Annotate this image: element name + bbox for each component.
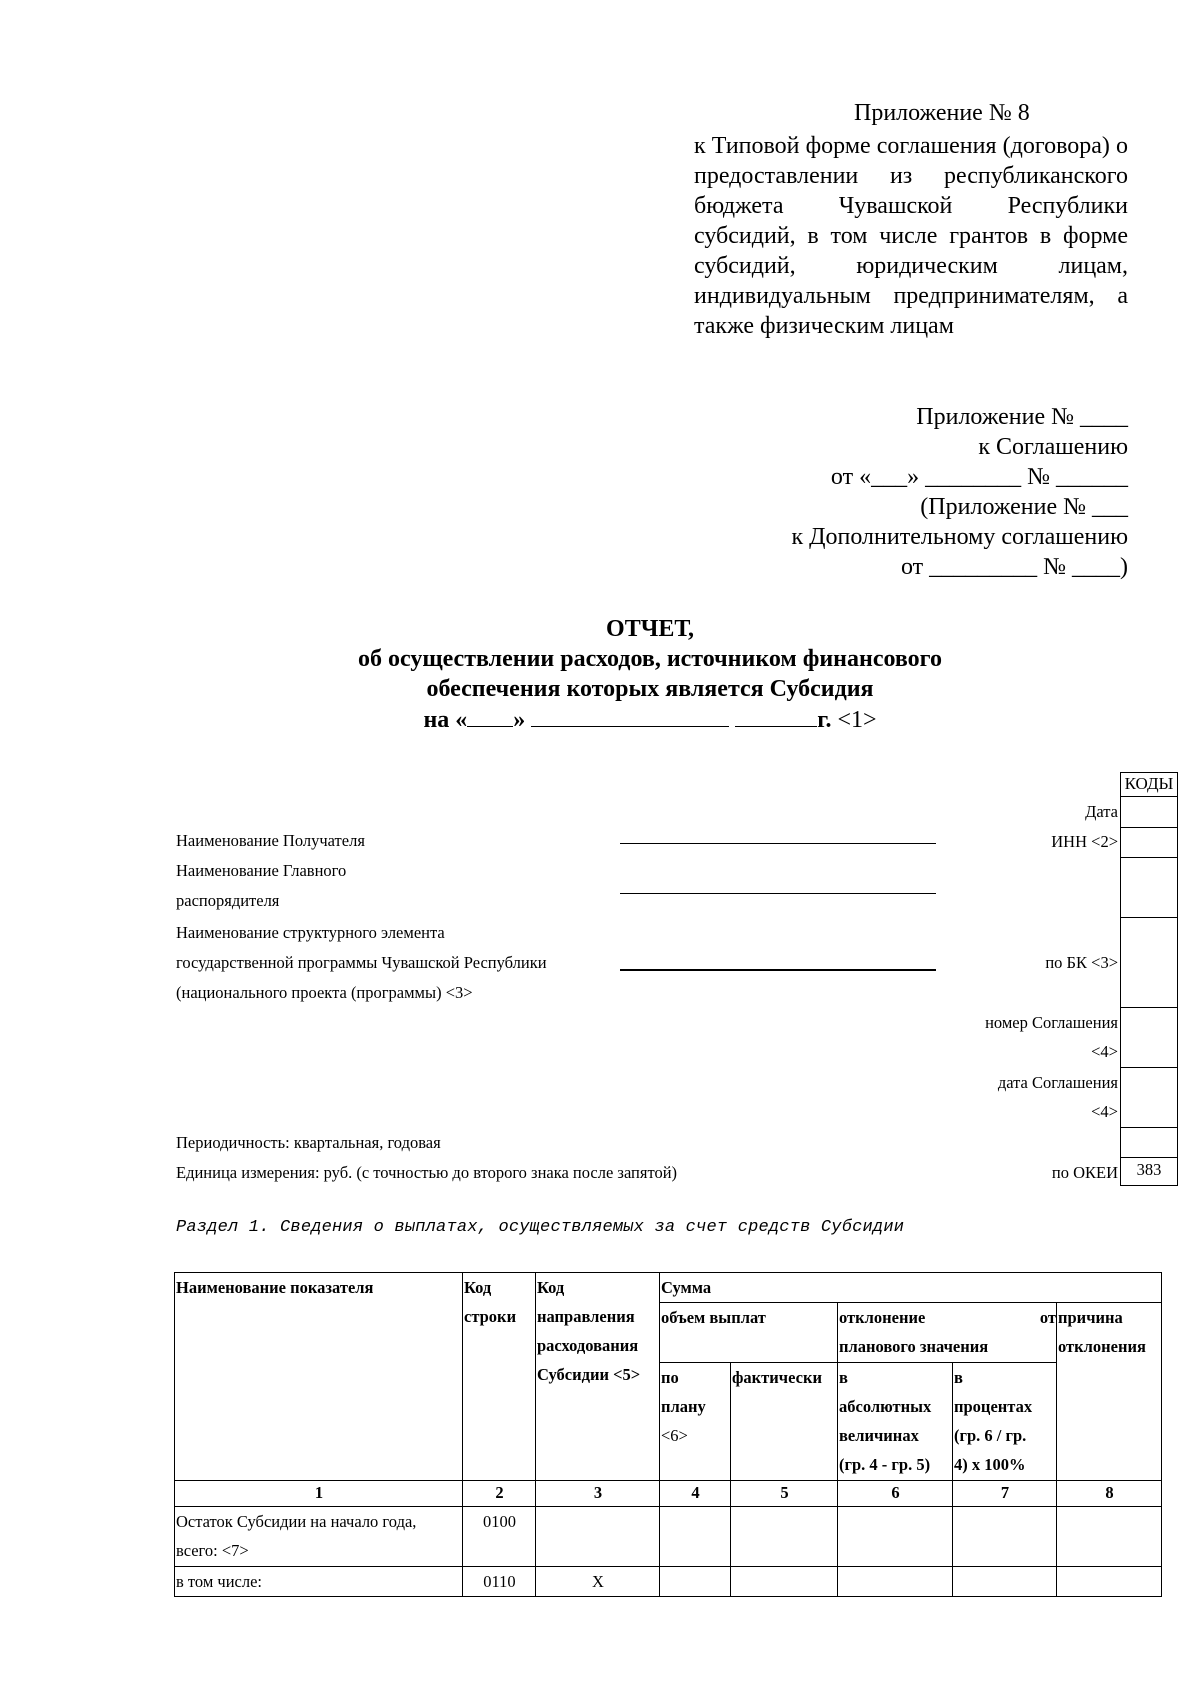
day-blank[interactable] bbox=[467, 704, 513, 727]
agreement-ref-line: от «___» ________ № ______ bbox=[830, 464, 1128, 490]
agreement-number-code-cell[interactable] bbox=[1121, 1007, 1177, 1067]
struct-label-3: (национального проекта (программы) <3> bbox=[176, 983, 473, 1002]
header-reason bbox=[1057, 1303, 1162, 1481]
row-direction: X bbox=[536, 1567, 660, 1597]
header-plan-line: по bbox=[661, 1368, 679, 1387]
row-reason-cell[interactable] bbox=[1057, 1507, 1162, 1567]
header-sum: Сумма bbox=[660, 1273, 1162, 1303]
table-row bbox=[175, 1567, 1162, 1597]
header-reason-line: причина bbox=[1058, 1308, 1123, 1327]
column-number: 3 bbox=[536, 1481, 660, 1507]
bk-label: по БК <3> bbox=[1045, 953, 1118, 972]
title-line: ОТЧЕТ, bbox=[606, 616, 694, 642]
row-indicator-name: в том числе: bbox=[175, 1567, 463, 1597]
manager-label-2: распорядителя bbox=[176, 891, 280, 910]
header-absolute-line: (гр. 4 - гр. 5) bbox=[839, 1455, 931, 1474]
header-plan-line: <6> bbox=[661, 1426, 688, 1445]
year-blank[interactable] bbox=[735, 704, 817, 727]
periodicity-label: Периодичность: квартальная, годовая bbox=[176, 1133, 441, 1152]
row-actual-cell[interactable] bbox=[731, 1567, 838, 1597]
header-absolute-line: в bbox=[839, 1368, 848, 1387]
title-line: об осуществлении расходов, источником финансового bbox=[358, 646, 942, 672]
date-code-cell[interactable] bbox=[1121, 797, 1177, 827]
column-number: 4 bbox=[660, 1481, 731, 1507]
codes-header: КОДЫ bbox=[1120, 772, 1178, 796]
title-date-mid: » bbox=[513, 707, 526, 733]
title-footnote: <1> bbox=[837, 707, 877, 733]
agreement-date-footnote: <4> bbox=[1091, 1102, 1118, 1121]
header-percent-line: в bbox=[954, 1368, 963, 1387]
column-number: 6 bbox=[838, 1481, 953, 1507]
row-plan-cell[interactable] bbox=[660, 1567, 731, 1597]
row-percent-cell[interactable] bbox=[953, 1507, 1057, 1567]
agreement-ref-line: к Соглашению bbox=[978, 434, 1128, 460]
header-direction bbox=[536, 1273, 660, 1481]
header-row-code-line: Код bbox=[464, 1278, 492, 1297]
report-title bbox=[200, 614, 1100, 735]
agreement-date-label: дата Соглашения bbox=[997, 1073, 1118, 1092]
agreement-reference bbox=[668, 402, 1128, 582]
codes-column bbox=[1120, 796, 1178, 1186]
okei-code-cell: 383 bbox=[1121, 1157, 1177, 1185]
inn-label: ИНН <2> bbox=[1051, 832, 1118, 851]
manager-code-cell[interactable] bbox=[1121, 857, 1177, 917]
agreement-ref-line: (Приложение № ___ bbox=[920, 494, 1128, 520]
agreement-number-label: номер Соглашения bbox=[985, 1013, 1118, 1032]
title-date-prefix: на « bbox=[423, 707, 468, 733]
row-absolute-cell[interactable] bbox=[838, 1567, 953, 1597]
title-line: обеспечения которых является Субсидия bbox=[426, 676, 874, 702]
header-absolute-line: величинах bbox=[839, 1426, 919, 1445]
periodicity-code-cell[interactable] bbox=[1121, 1127, 1177, 1157]
row-direction[interactable] bbox=[536, 1507, 660, 1567]
agreement-ref-line: к Дополнительному соглашению bbox=[791, 524, 1128, 550]
header-deviation-line: планового значения bbox=[839, 1337, 989, 1356]
row-code: 0100 bbox=[463, 1507, 536, 1567]
month-blank[interactable] bbox=[531, 704, 729, 727]
header-deviation bbox=[838, 1303, 1057, 1363]
manager-label-1: Наименование Главного bbox=[176, 861, 347, 880]
column-number: 7 bbox=[953, 1481, 1057, 1507]
recipient-line[interactable] bbox=[620, 843, 936, 844]
title-date-suffix: г. bbox=[817, 707, 832, 733]
struct-label-1: Наименование структурного элемента bbox=[176, 923, 445, 942]
header-indicator: Наименование показателя bbox=[175, 1273, 463, 1481]
header-absolute bbox=[838, 1363, 953, 1481]
appendix-text: к Типовой форме соглашения (договора) о предоставлении из республиканского бюджета Чувашской Республики субсидий, в том числе грантов в форме субсидий, юридическим лицам, индивидуальным предпринимателям, а также физическим лицам bbox=[694, 133, 1128, 339]
header-percent-line: (гр. 6 / гр. bbox=[954, 1426, 1027, 1445]
recipient-label: Наименование Получателя bbox=[176, 831, 365, 850]
title-date-line bbox=[200, 704, 1100, 735]
header-plan-line: плану bbox=[661, 1397, 706, 1416]
header-direction-line: направления bbox=[537, 1307, 635, 1326]
header-deviation-line: отклонение от bbox=[839, 1308, 1056, 1327]
row-absolute-cell[interactable] bbox=[838, 1507, 953, 1567]
payments-table bbox=[174, 1272, 1162, 1597]
row-indicator-name: Остаток Субсидии на начало года, всего: <7> bbox=[175, 1507, 463, 1567]
struct-line[interactable] bbox=[620, 969, 936, 971]
agreement-ref-line: от _________ № ____) bbox=[900, 554, 1128, 580]
row-code: 0110 bbox=[463, 1567, 536, 1597]
okei-label: по ОКЕИ bbox=[1051, 1163, 1118, 1182]
header-direction-line: расходования bbox=[537, 1336, 639, 1355]
header-row-code bbox=[463, 1273, 536, 1481]
column-number: 1 bbox=[175, 1481, 463, 1507]
header-percent-line: 4) x 100% bbox=[954, 1455, 1026, 1474]
bk-code-cell[interactable] bbox=[1121, 917, 1177, 1007]
row-plan-cell[interactable] bbox=[660, 1507, 731, 1567]
row-reason-cell[interactable] bbox=[1057, 1567, 1162, 1597]
column-number: 2 bbox=[463, 1481, 536, 1507]
header-row-code-line: строки bbox=[464, 1307, 517, 1326]
table-row bbox=[175, 1507, 1162, 1567]
agreement-ref-line: Приложение № ____ bbox=[916, 404, 1128, 430]
header-direction-line: Код bbox=[537, 1278, 565, 1297]
header-actual: фактически bbox=[731, 1363, 838, 1481]
row-actual-cell[interactable] bbox=[731, 1507, 838, 1567]
column-number: 5 bbox=[731, 1481, 838, 1507]
inn-code-cell[interactable] bbox=[1121, 827, 1177, 857]
header-absolute-line: абсолютных bbox=[839, 1397, 932, 1416]
appendix-heading: Приложение № 8 bbox=[854, 100, 1030, 126]
agreement-date-code-cell[interactable] bbox=[1121, 1067, 1177, 1127]
header-direction-line: Субсидии <5> bbox=[537, 1365, 641, 1384]
manager-line[interactable] bbox=[620, 893, 936, 894]
header-percent-line: процентах bbox=[954, 1397, 1033, 1416]
date-label: Дата bbox=[1085, 802, 1118, 821]
row-percent-cell[interactable] bbox=[953, 1567, 1057, 1597]
section-title: Раздел 1. Сведения о выплатах, осуществляемых за счет средств Субсидии bbox=[176, 1218, 905, 1237]
struct-label-2: государственной программы Чувашской Республики bbox=[176, 953, 547, 972]
header-percent bbox=[953, 1363, 1057, 1481]
header-plan bbox=[660, 1363, 731, 1481]
header-reason-line: отклонения bbox=[1058, 1337, 1146, 1356]
unit-label: Единица измерения: руб. (с точностью до второго знака после запятой) bbox=[176, 1163, 678, 1182]
column-number: 8 bbox=[1057, 1481, 1162, 1507]
header-payments: объем выплат bbox=[660, 1303, 838, 1363]
agreement-number-footnote: <4> bbox=[1091, 1042, 1118, 1061]
